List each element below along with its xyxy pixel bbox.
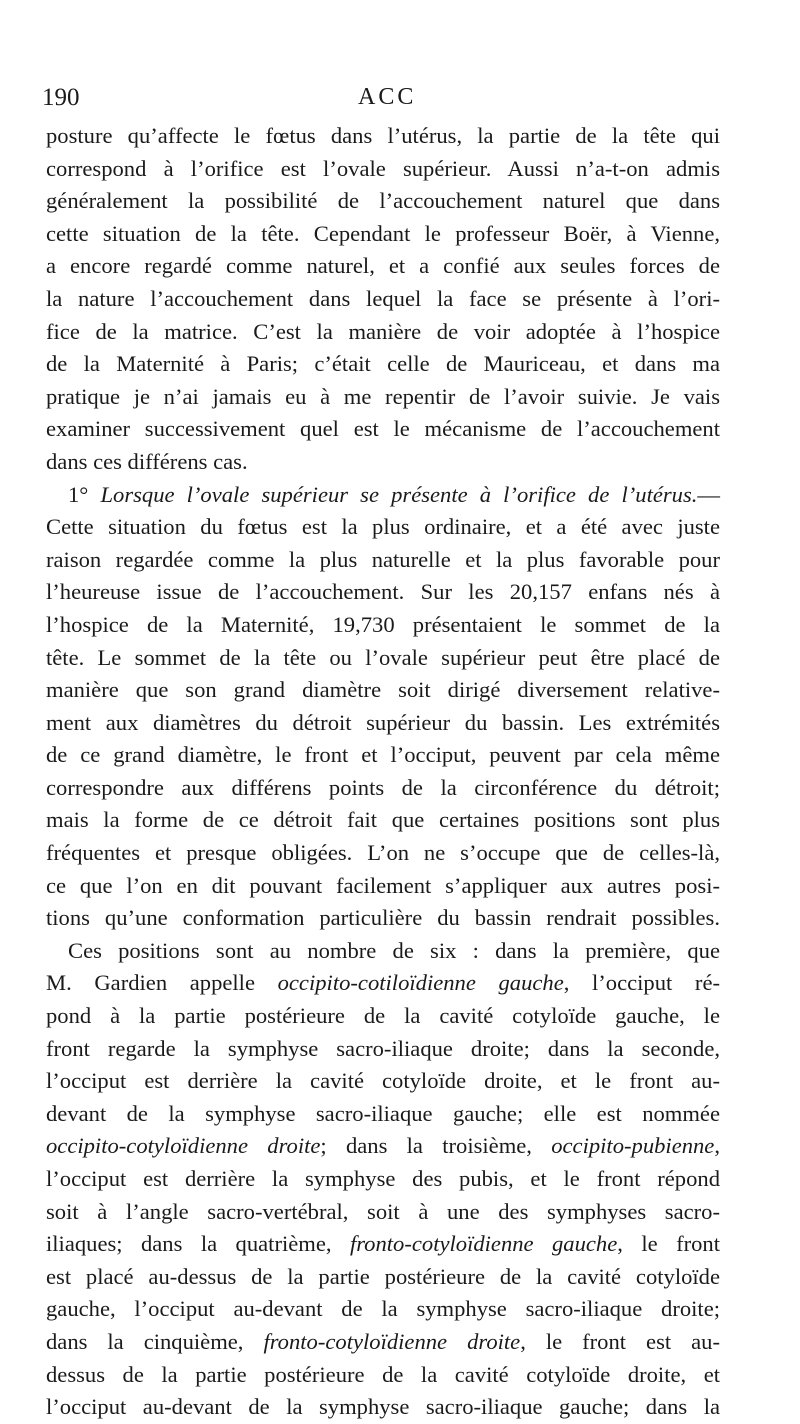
text-line: l’occiput est derrière la symphyse des pubis, et le front répond	[46, 1166, 720, 1191]
text-line	[46, 479, 720, 512]
text-line	[46, 1228, 720, 1261]
text-line: a encore regardé comme naturel, et a confié aux seules forces de	[46, 253, 720, 279]
text-run: dans la cinquième,	[46, 1328, 264, 1354]
text-line: tions qu’une conformation particulière du bassin rendrait possibles.	[46, 905, 720, 931]
text-line: front regarde la symphyse sacro-iliaque droite; dans la seconde,	[46, 1035, 720, 1061]
text-line: mais la forme de ce détroit fait que certaines positions sont plus	[46, 807, 720, 833]
text-line: Cette situation du fœtus est la plus ordinaire, et a été avec juste	[46, 514, 720, 540]
text-line: fice de la matrice. C’est la manière de voir adoptée à l’hospice	[46, 318, 720, 344]
text-run: , le front	[617, 1231, 720, 1257]
text-run: ,	[714, 1133, 720, 1159]
text-line: de ce grand diamètre, le front et l’occiput, peuvent par cela même	[46, 742, 720, 768]
text-line	[46, 967, 720, 1000]
text-line: tête. Le sommet de la tête ou l’ovale supérieur peut être placé de	[46, 644, 720, 670]
text-line: correspond à l’orifice est l’ovale supérieur. Aussi n’a-t-on admis	[46, 155, 720, 181]
text-run: M. Gardien appelle	[46, 970, 278, 996]
text-line: soit à l’angle sacro-vertébral, soit à une des symphyses sacro-	[46, 1198, 720, 1224]
text-line: dans ces différens cas.	[46, 448, 248, 474]
italic-term: occipito-cotiloïdienne gauche	[277, 970, 564, 996]
text-run: iliaques; dans la quatrième,	[46, 1231, 350, 1257]
running-head: ACC	[358, 84, 417, 110]
text-line: ce que l’on en dit pouvant facilement s’appliquer aux autres posi-	[46, 872, 720, 898]
body-text	[46, 120, 720, 1424]
page-number: 190	[42, 84, 80, 111]
italic-term: fronto-cotyloïdienne gauche	[349, 1231, 618, 1257]
text-line: l’heureuse issue de l’accouchement. Sur les 20,157 enfans nés à	[46, 579, 720, 605]
text-line: la nature l’accouchement dans lequel la face se présente à l’ori-	[46, 285, 720, 311]
text-line: est placé au-dessus de la partie postérieure de la cavité cotyloïde	[46, 1263, 720, 1289]
text-run: , l’occiput ré-	[563, 970, 721, 996]
text-line: correspondre aux différens points de la circonférence du détroit;	[46, 774, 720, 800]
text-line: fréquentes et presque obligées. L’on ne s’occupe que de celles-là,	[46, 840, 720, 866]
section-number: 1°	[68, 481, 101, 507]
text-line: examiner successivement quel est le mécanisme de l’accouchement	[46, 416, 720, 442]
text-line: l’hospice de la Maternité, 19,730 présentaient le sommet de la	[46, 611, 720, 637]
text-line: de la Maternité à Paris; c’était celle de Mauriceau, et dans ma	[46, 351, 720, 377]
italic-term: occipito-cotyloïdienne droite	[46, 1133, 321, 1159]
text-line: l’occiput au-devant de la symphyse sacro-iliaque gauche; dans la	[46, 1394, 720, 1420]
text-line: cette situation de la tête. Cependant le professeur Boër, à Vienne,	[46, 220, 720, 246]
text-line: devant de la symphyse sacro-iliaque gauche; elle est nommée	[46, 1100, 720, 1126]
dash: —	[697, 481, 720, 507]
text-line: posture qu’affecte le fœtus dans l’utérus, la partie de la tête qui	[46, 123, 720, 148]
text-line: manière que son grand diamètre soit dirigé diversement relative-	[46, 677, 720, 703]
text-line	[46, 1326, 720, 1359]
italic-term: fronto-cotyloïdienne droite	[263, 1328, 521, 1354]
text-line: dessus de la partie postérieure de la cavité cotyloïde droite, et	[46, 1361, 720, 1387]
text-line: l’occiput est derrière la cavité cotyloïde droite, et le front au-	[46, 1068, 720, 1094]
text-line: gauche, l’occiput au-devant de la symphyse sacro-iliaque droite;	[46, 1296, 720, 1322]
page-header	[42, 84, 722, 118]
text-run: , le front est au-	[520, 1328, 720, 1354]
text-line	[46, 1130, 720, 1163]
text-line: généralement la possibilité de l’accouchement naturel que dans	[46, 188, 720, 214]
section-heading: Lorsque l’ovale supérieur se présente à l’orifice de l’utérus.	[100, 481, 698, 507]
text-line: ment aux diamètres du détroit supérieur du bassin. Les extrémités	[46, 709, 720, 735]
text-line: Ces positions sont au nombre de six : dans la première, que	[68, 937, 720, 963]
text-line: pond à la partie postérieure de la cavité cotyloïde gauche, le	[46, 1003, 720, 1029]
text-run: ; dans la troisième,	[320, 1133, 552, 1159]
italic-term: occipito-pubienne	[551, 1133, 715, 1159]
text-line: raison regardée comme la plus naturelle et la plus favorable pour	[46, 546, 720, 572]
text-line: pratique je n’ai jamais eu à me repentir de l’avoir suivie. Je vais	[46, 383, 720, 409]
